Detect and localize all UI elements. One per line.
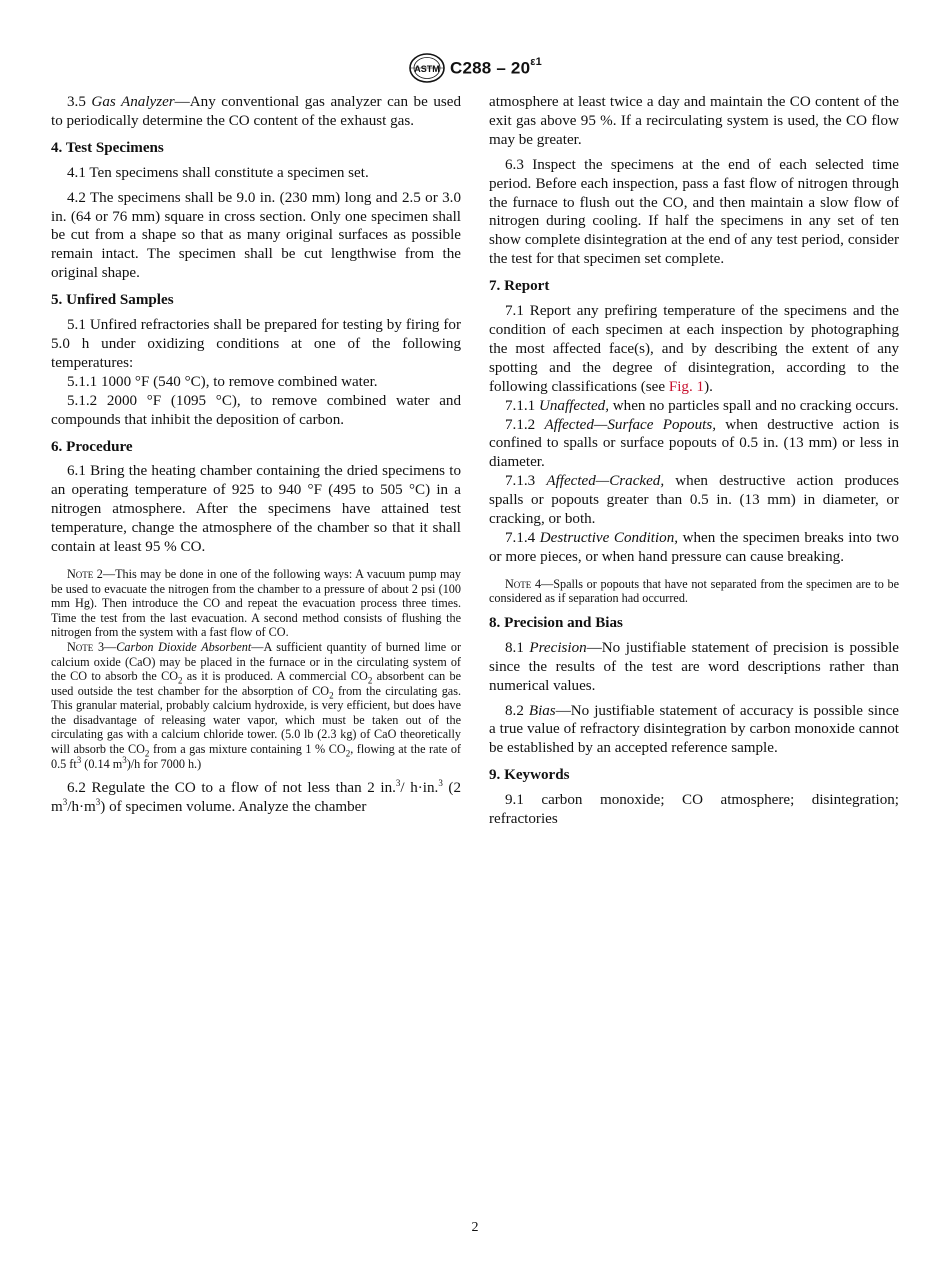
note-4: Note 4—Spalls or popouts that have not separated from the specimen are to be considered as if separation had occurred. xyxy=(489,576,899,606)
section-5-1: 5.1 Unfired refractories shall be prepared for testing by firing for 5.0 h under oxidizing conditions at one of the following temperatures: xyxy=(51,317,461,371)
section-6-1: 6.1 Bring the heating chamber containing the dried specimens to an operating temperature of 925 to 940 °F (495 to 505 °C) in a nitrogen atmosphere. After the specimens have attained test temperature, change the atmosphere of the chamber so that it shall contain at least 95 % CO. xyxy=(51,463,461,556)
page-number: 2 xyxy=(471,1220,479,1235)
section-6-3: 6.3 Inspect the specimens at the end of each selected time period. Before each inspection, pass a fast flow of nitrogen through the furnace to flush out the CO, and then maintain a slow flow of nitrogen during cooling. If half the specimens in any set of ten show complete disintegration at the end of any test period, consider the test for that specimen set complete. xyxy=(489,156,899,268)
section-7-1: 7.1 Report any prefiring temperature of the specimens and the condition of each specimen at each inspection by photographing the most affected face(s), and by describing the extent of any spotting and the degree of disintegration, according to the following classifications (see Fig. 1). xyxy=(489,303,899,395)
note-4-block xyxy=(489,577,899,606)
note-2: Note 2—This may be done in one of the following ways: A vacuum pump may be used to evacuate the nitrogen from the chamber to a pressure of about 2 psi (100 mm Hg). Then introduce the CO and repeat the evacuation process three times. Time the test from the last evacuation. A second method consists of flushing the nitrogen from the system with a fast flow of CO. xyxy=(51,566,461,640)
section-4-1: 4.1 Ten specimens shall constitute a specimen set. xyxy=(67,164,369,181)
section-7-1-2: 7.1.2 Affected—Surface Popouts, when destructive action is confined to spalls or surface popouts of 0.5 in. (13 mm) or less in diameter. xyxy=(489,416,899,471)
heading-report: 7. Report xyxy=(489,278,550,295)
section-5-1-2: 5.1.2 2000 °F (1095 °C), to remove combined water and compounds that inhibit the deposition of carbon. xyxy=(51,392,461,428)
figure-1-link[interactable]: Fig. 1 xyxy=(668,378,705,395)
heading-precision-bias: 8. Precision and Bias xyxy=(489,614,623,631)
heading-procedure: 6. Procedure xyxy=(51,438,133,455)
section-7-1-3: 7.1.3 Affected—Cracked, when destructive action produces spalls or popouts greater than 0.5 in. (13 mm) in diameter, or cracking, or both. xyxy=(489,473,899,528)
svg-text:ASTM: ASTM xyxy=(414,64,440,74)
section-8-2: 8.2 Bias—No justifiable statement of accuracy is possible since a true value of refractory disintegration by carbon monoxide cannot be established by an accepted reference sample. xyxy=(489,702,899,757)
section-6-2-continued: atmosphere at least twice a day and maintain the CO content of the exit gas above 95 %. If a recirculating system is used, the CO flow may be greater. xyxy=(489,94,899,148)
astm-logo-icon xyxy=(408,52,446,84)
section-5-1-1: 5.1.1 1000 °F (540 °C), to remove combined water. xyxy=(67,373,378,390)
page-header xyxy=(0,52,950,86)
section-9-1: 9.1 carbon monoxide; CO atmosphere; disintegration; refractories xyxy=(489,792,899,828)
section-3-5: 3.5 Gas Analyzer—Any conventional gas analyzer can be used to periodically determine the CO content of the exhaust gas. xyxy=(51,94,462,129)
section-7-1-4: 7.1.4 Destructive Condition, when the specimen breaks into two or more pieces, or when hand pressure can cause breaking. xyxy=(489,529,899,565)
heading-keywords: 9. Keywords xyxy=(489,767,570,784)
notes-block xyxy=(51,567,461,771)
document-designation: $C288 - 20^{\varepsilon 1}$ xyxy=(449,55,542,78)
note-3: Note 3—Carbon Dioxide Absorbent—A sufficient quantity of burned lime or calcium oxide (CaO) may be placed in the furnace or in the circulating system of the CO to absorb the $CO_2$ as it is produced. A commercial $CO_2$ absorbent can be used outside the test chamber for the absorption of $CO_2$ from the circulating gas. This granular material, probably calcium hydroxide, is very efficient, but does have the disadvantage of releasing water vapor, which must be taken out of the circulating gas with a calcium chloride tower. (5.0 lb (2.3 kg) of CaO theoretically will absorb the $CO_2$ from a gas mixture containing 1 % $CO_2$, flowing at the rate of 0.5 $ft^3$ (0.14 $m^3)/h$ for 7000 h.) xyxy=(51,639,462,771)
left-column xyxy=(51,93,461,823)
section-6-2: 6.2 Regulate the CO to a flow of not less than 2 in.$^3$/ h·in.$^3$ (2 $m^3/h\cdot m^3$) of specimen volume. Analyze the chamber xyxy=(51,778,461,816)
heading-test-specimens: 4. Test Specimens xyxy=(51,139,164,156)
right-column xyxy=(489,93,899,835)
section-7-1-1: 7.1.1 Unaffected, when no particles spall and no cracking occurs. xyxy=(505,397,899,414)
section-8-1: 8.1 Precision—No justifiable statement of precision is possible since the results of the test are word descriptions rather than numerical values. xyxy=(489,639,899,694)
heading-unfired-samples: 5. Unfired Samples xyxy=(51,292,174,309)
section-4-2: 4.2 The specimens shall be 9.0 in. (230 mm) long and 2.5 or 3.0 in. (64 or 76 mm) square in cross section. Only one specimen shall be cut from a shape so that as many original surfaces as possible remain intact. The specimen shall be cut lengthwise from the original shape. xyxy=(51,189,461,282)
